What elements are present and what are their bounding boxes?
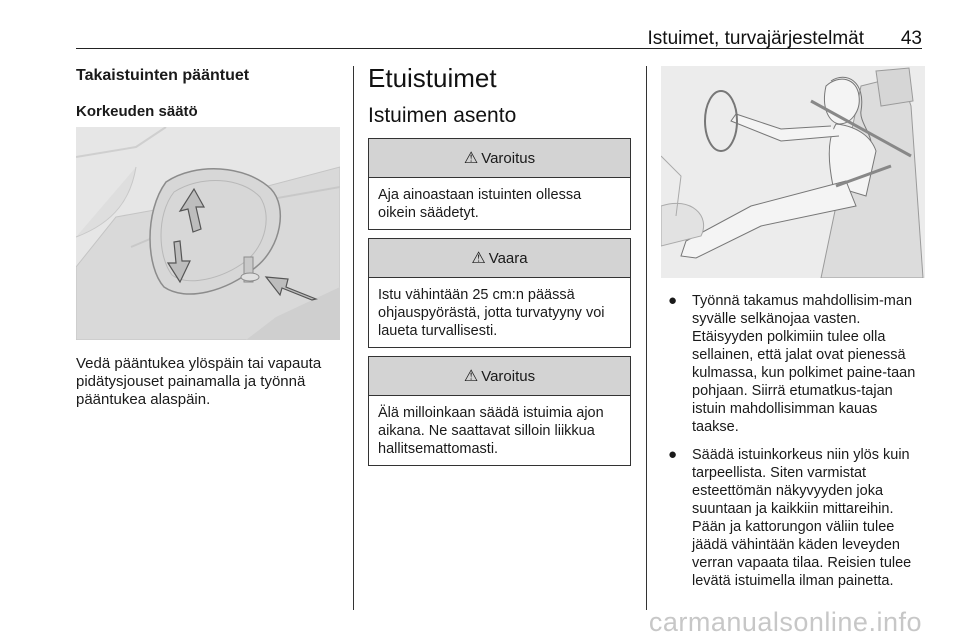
warning-text: Aja ainoastaan istuinten ollessa oikein säädetyt. bbox=[378, 187, 582, 221]
page-number: 43 bbox=[900, 28, 922, 49]
bullet-icon: ● bbox=[668, 292, 678, 309]
driver-seating-illustration bbox=[661, 66, 925, 278]
headrest-drawing bbox=[76, 127, 340, 340]
seat-position-subtitle: Istuimen asento bbox=[368, 104, 517, 127]
list-item-text: Työnnä takamus mahdollisim-man syvälle selkänojaa vasten. Etäisyyden polkimiin tulee olla sellainen, että jalat ovat pienessä kulmassa, kun polkimet paine-taan pohjaan. Siirrä etumatkus-tajan istuin mahdollisimman kauas taakse. bbox=[692, 293, 916, 435]
column-divider-2 bbox=[646, 66, 647, 610]
column-divider-1 bbox=[353, 66, 354, 610]
warning-box bbox=[368, 138, 631, 230]
warning-header bbox=[369, 357, 630, 396]
headrest-instructions: Vedä pääntukea ylöspäin tai vapauta pidätysjouset painamalla ja työnnä pääntukea alaspäin. bbox=[76, 355, 322, 408]
left-column-text bbox=[76, 355, 344, 409]
warning-triangle-icon: ⚠ bbox=[463, 368, 479, 385]
subsection-heading: Korkeuden säätö bbox=[76, 103, 198, 120]
watermark: carmanualsonline.info bbox=[648, 607, 922, 637]
header-rule bbox=[76, 48, 922, 49]
warning-triangle-icon: ⚠ bbox=[471, 250, 486, 267]
danger-box bbox=[368, 238, 631, 348]
headrest-illustration bbox=[76, 127, 340, 340]
warning-text: Älä milloinkaan säädä istuimia ajon aikana. Ne saattavat silloin liikkua hallitsemattomasti. bbox=[378, 405, 604, 457]
list-item-text: Säädä istuinkorkeus niin ylös kuin tarpeellista. Siten varmistat esteettömän näkyvyyden joka suuntaan ja kaikkiin mittareihin. Pään ja kattorungon väliin tulee jäädä vähintään käden leveyden verran vapaata tilaa. Reisien tulee levätä istuimella ilman painetta. bbox=[692, 447, 912, 589]
middle-column bbox=[368, 62, 633, 129]
chapter-title: Istuimet, turvajärjestelmät bbox=[647, 28, 864, 49]
section-heading: Takaistuinten pääntuet bbox=[76, 67, 250, 84]
danger-label: Vaara bbox=[488, 249, 528, 267]
warning-box bbox=[368, 356, 631, 466]
warning-header bbox=[369, 139, 630, 178]
warning-label: Varoitus bbox=[481, 367, 536, 385]
driver-drawing bbox=[661, 66, 925, 278]
front-seats-title: Etuistuimet bbox=[368, 63, 497, 93]
right-column bbox=[664, 292, 926, 600]
warning-triangle-icon: ⚠ bbox=[463, 150, 479, 167]
left-column bbox=[76, 66, 342, 122]
danger-text: Istu vähintään 25 cm:n päässä ohjauspyörästä, jotta turvatyyny voi laueta turvallisesti. bbox=[378, 287, 605, 339]
danger-header bbox=[369, 239, 630, 278]
list-item bbox=[664, 292, 926, 436]
warning-label: Varoitus bbox=[481, 149, 536, 167]
page-header bbox=[76, 22, 922, 50]
bullet-icon: ● bbox=[668, 446, 678, 463]
list-item bbox=[664, 446, 926, 590]
